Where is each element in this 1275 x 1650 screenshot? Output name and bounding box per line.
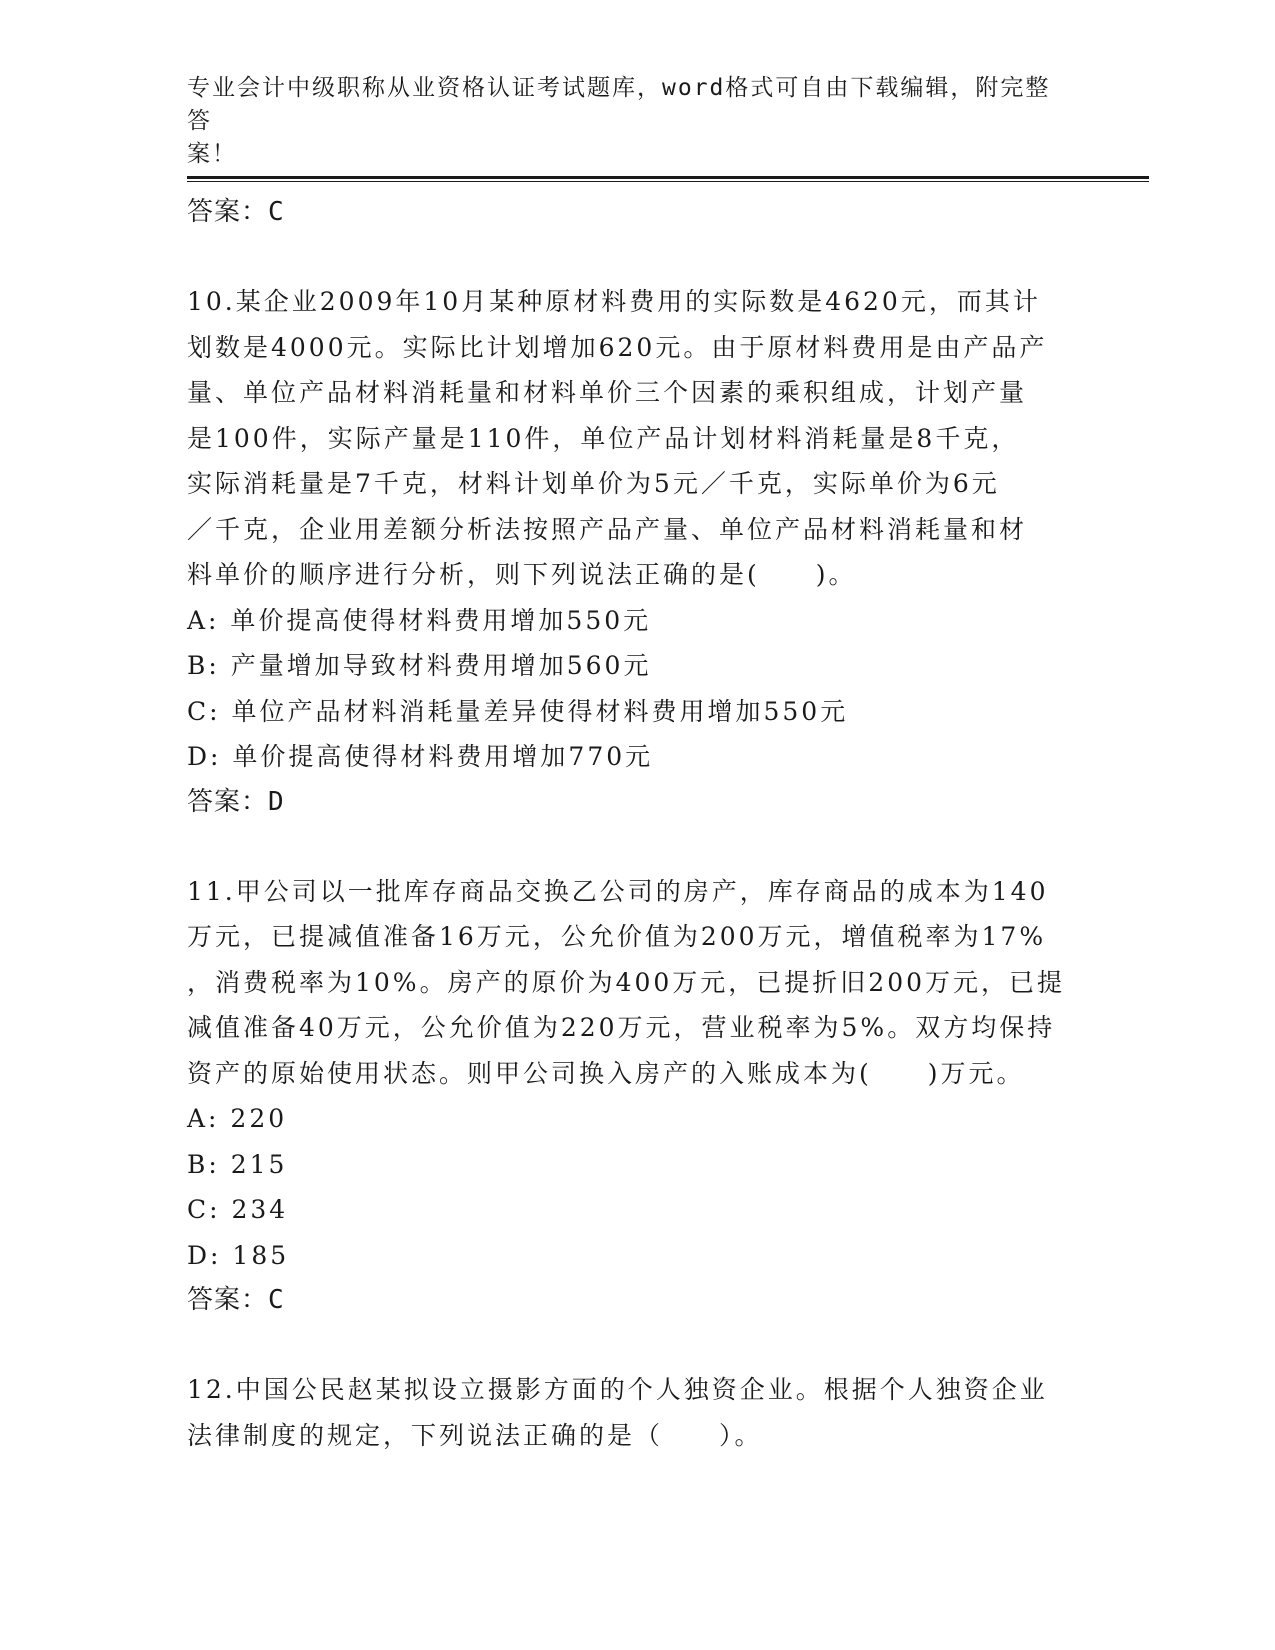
question-11-option-b: B: 215	[187, 1149, 288, 1179]
question-11-line: 减值准备40万元，公允价值为220万元，营业税率为5%。双方均保持	[187, 1013, 1056, 1042]
spacer	[187, 1322, 1087, 1367]
question-12-line: 法律制度的规定，下列说法正确的是（ ）。	[187, 1420, 763, 1450]
question-10-option-a: A: 单价提高使得材料费用增加550元	[187, 605, 652, 635]
header-divider-thin	[187, 181, 1149, 182]
answer-label: 答案：	[187, 1285, 269, 1315]
question-10-line: 是100件，实际产量是110件，单位产品计划材料消耗量是8千克，	[187, 423, 1020, 453]
question-11-option-d: D: 185	[187, 1240, 290, 1270]
answer-label: 答案：	[187, 197, 269, 227]
document-body	[187, 190, 1087, 1458]
answer-value: C	[268, 197, 285, 227]
answer-value: C	[268, 1285, 285, 1315]
header-line-2: 案！	[187, 141, 237, 167]
question-11-line: 万元，已提减值准备16万元，公允价值为200万元，增值税率为17%	[187, 922, 1047, 951]
question-11-option-c: C: 234	[187, 1195, 289, 1224]
question-10-line: 量、单位产品材料消耗量和材料单价三个因素的乘积组成，计划产量	[187, 378, 1028, 407]
spacer	[187, 824, 1087, 869]
question-10-answer	[187, 780, 1087, 824]
header-line-1: 专业会计中级职称从业资格认证考试题库，word格式可自由下载编辑，附完整答	[187, 75, 1051, 134]
question-11	[187, 869, 1087, 1323]
question-12-line: 12.中国公民赵某拟设立摄影方面的个人独资企业。根据个人独资企业	[187, 1375, 1048, 1404]
question-11-line: 11.甲公司以一批库存商品交换乙公司的房产，库存商品的成本为140	[187, 876, 1049, 906]
previous-answer	[187, 190, 1087, 234]
question-11-answer	[187, 1278, 1087, 1322]
header-divider-thick	[187, 176, 1149, 179]
question-11-line: 资产的原始使用状态。则甲公司换入房产的入账成本为( )万元。	[187, 1058, 1025, 1088]
answer-label: 答案：	[187, 786, 269, 817]
spacer	[187, 234, 1087, 279]
question-10	[187, 279, 1087, 824]
page-header	[187, 72, 1067, 171]
question-11-option-a: A: 220	[187, 1104, 288, 1133]
question-10-line: 划数是4000元。实际比计划增加620元。由于原材料费用是由产品产	[187, 332, 1048, 362]
question-11-line: ，消费税率为10%。房产的原价为400万元，已提折旧200万元，已提	[187, 967, 1066, 997]
answer-value: D	[268, 786, 285, 817]
question-10-line: ／千克，企业用差额分析法按照产品产量、单位产品材料消耗量和材	[187, 514, 1028, 544]
question-10-option-d: D: 单价提高使得材料费用增加770元	[187, 742, 654, 771]
question-10-line: 实际消耗量是7千克，材料计划单价为5元／千克，实际单价为6元	[187, 469, 1000, 498]
question-10-option-b: B: 产量增加导致材料费用增加560元	[187, 651, 652, 680]
question-10-line: 10.某企业2009年10月某种原材料费用的实际数是4620元，而其计	[187, 287, 1041, 316]
question-12	[187, 1367, 1087, 1458]
question-10-line: 料单价的顺序进行分析，则下列说法正确的是( )。	[187, 560, 857, 589]
question-10-option-c: C: 单位产品材料消耗量差异使得材料费用增加550元	[187, 696, 849, 726]
